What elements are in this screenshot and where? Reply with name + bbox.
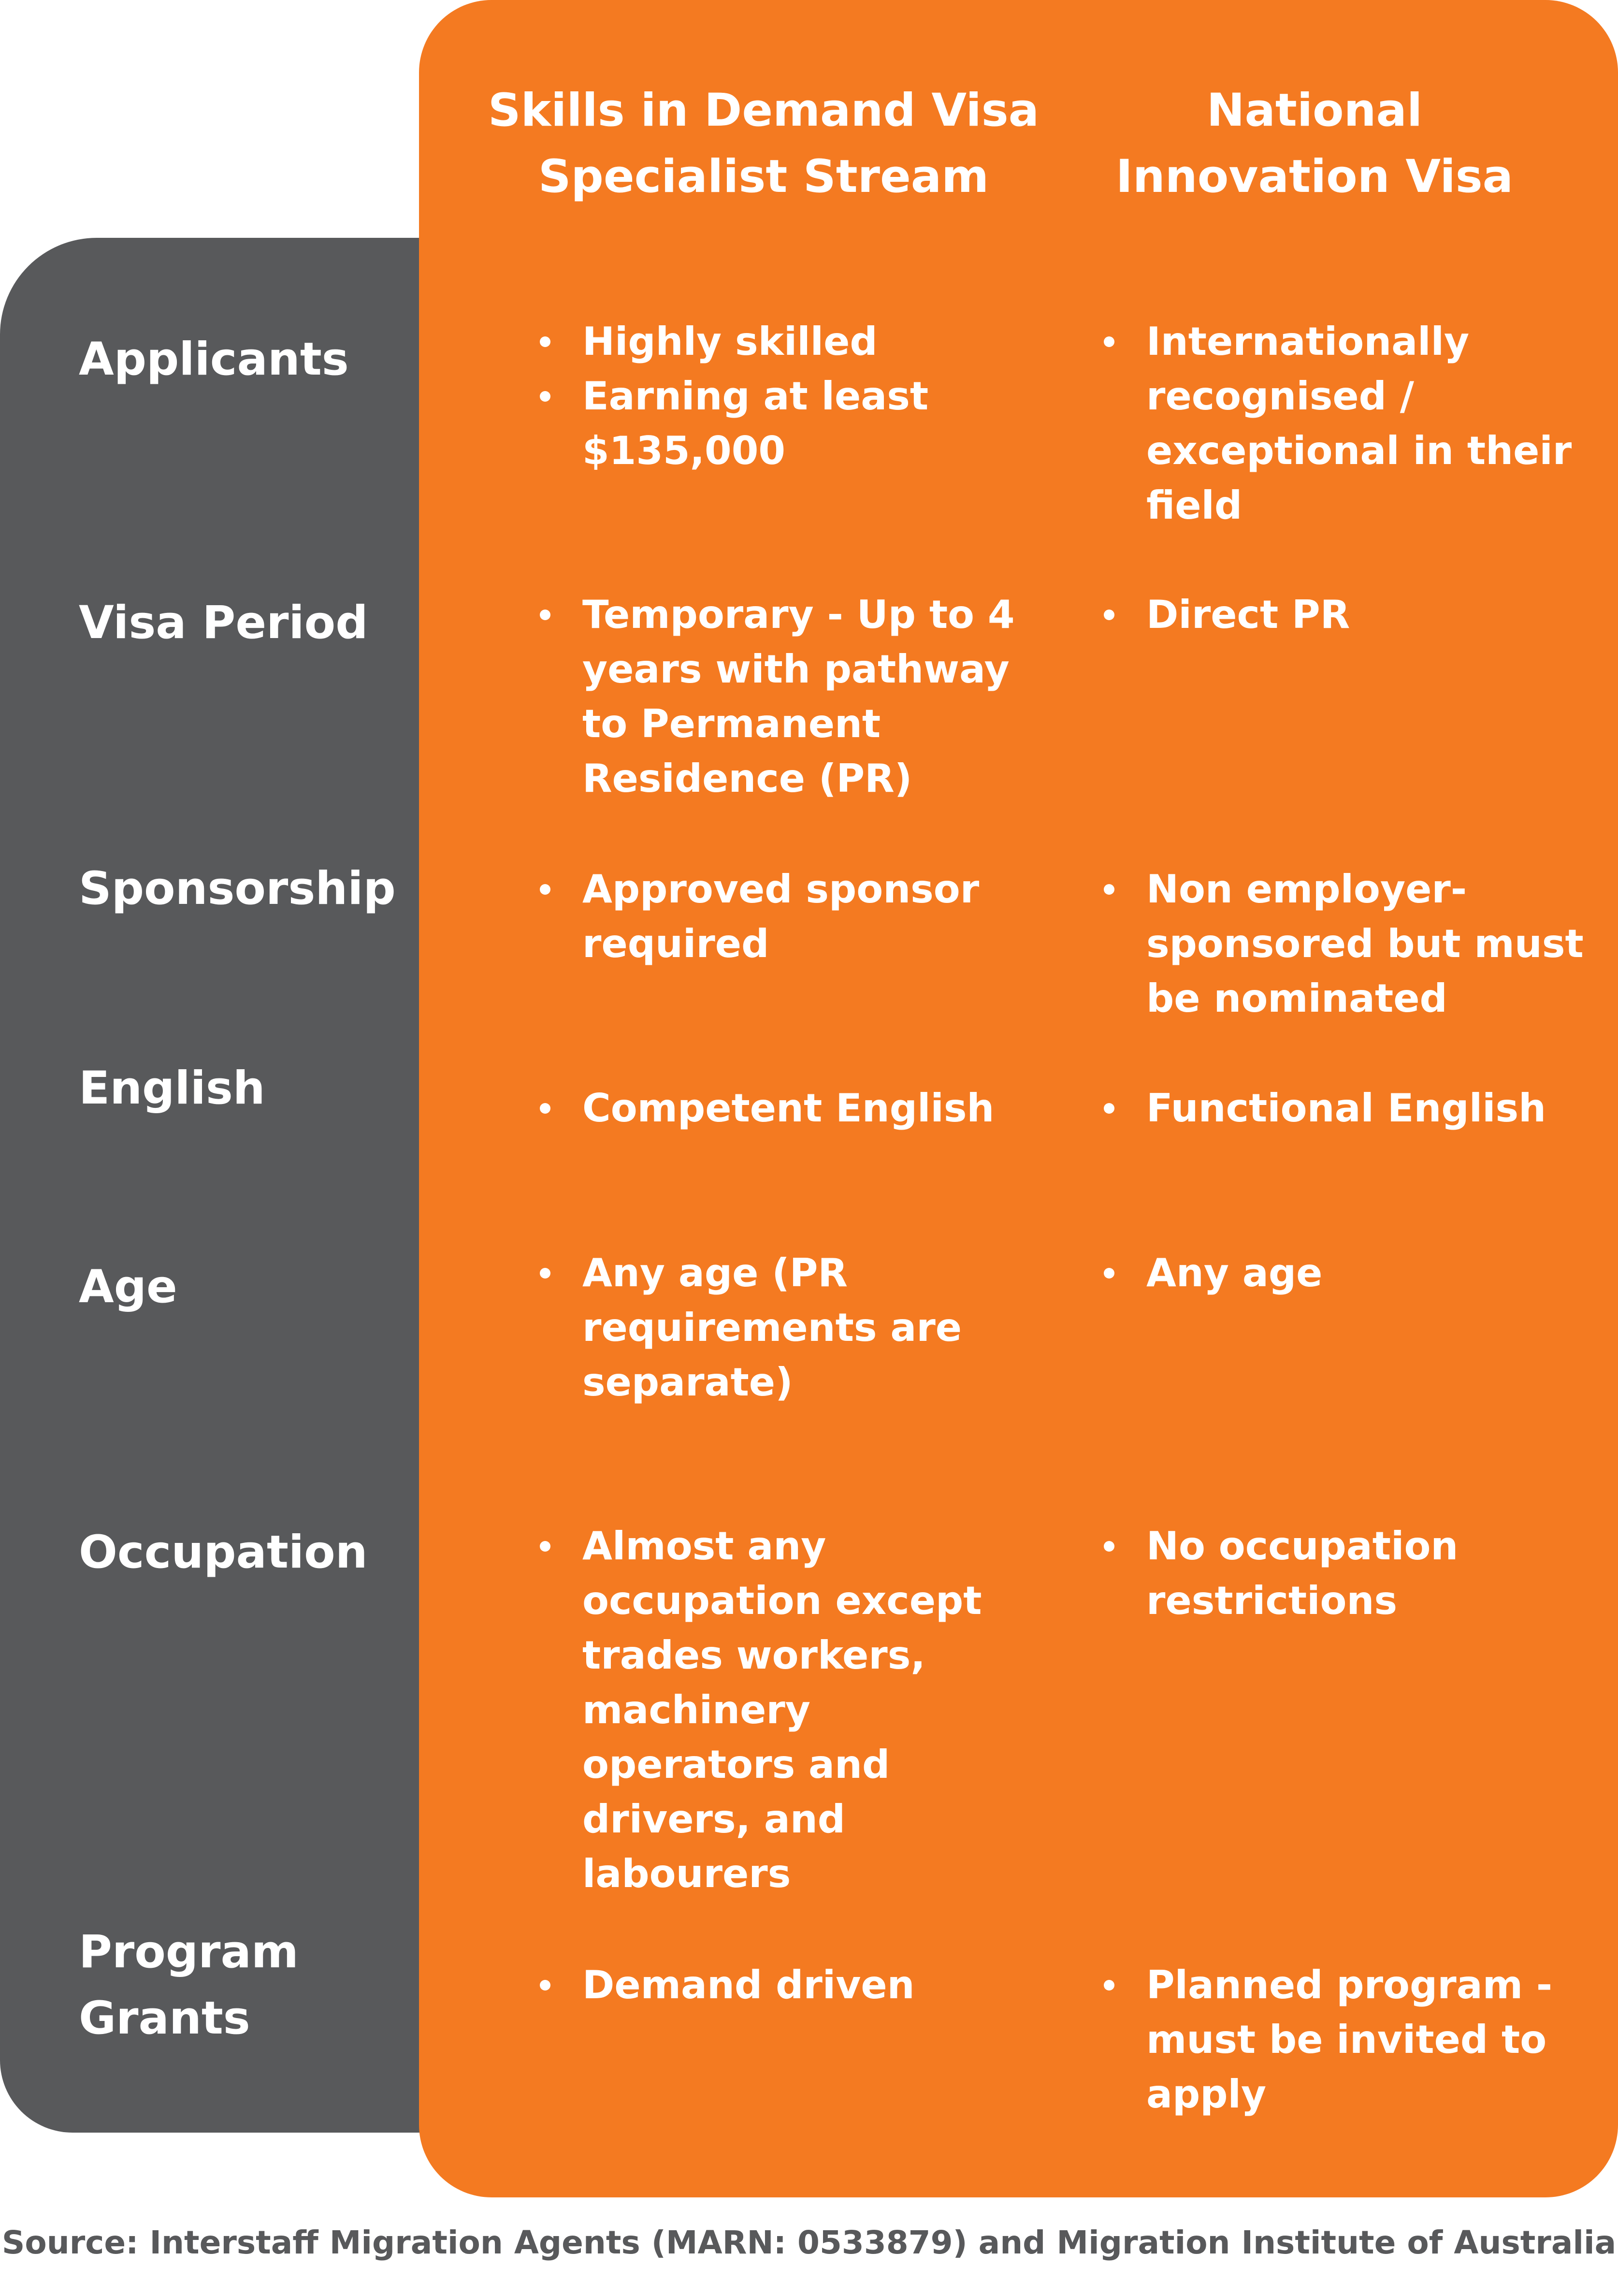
list-item: Direct PR: [1092, 587, 1600, 642]
column-header-national-innovation: National Innovation Visa: [1115, 84, 1514, 203]
cell-sponsorship-skills-in-demand: [528, 862, 1021, 971]
cell-program-grants-skills-in-demand: [528, 1958, 1021, 2012]
list-item: Approved sponsor required: [528, 862, 1021, 971]
row-label-sponsorship: Sponsorship: [79, 862, 396, 915]
cell-age-skills-in-demand: [528, 1246, 1021, 1410]
row-label-occupation: Occupation: [79, 1526, 368, 1579]
cell-occupation-national-innovation: [1092, 1519, 1600, 1628]
cell-sponsorship-national-innovation: [1092, 862, 1600, 1026]
row-label-program-grants: Program Grants: [79, 1926, 299, 2045]
row-label-applicants: Applicants: [79, 333, 349, 386]
list-item: Functional English: [1092, 1081, 1600, 1135]
column-header-skills-in-demand: Skills in Demand Visa Specialist Stream: [488, 84, 1040, 203]
row-label-english: English: [79, 1062, 265, 1115]
list-item: Non employer-sponsored but must be nominated: [1092, 862, 1600, 1026]
row-label-age: Age: [79, 1261, 177, 1313]
list-item: Any age: [1092, 1246, 1600, 1300]
list-item: Internationally recognised / exceptional in their field: [1092, 314, 1600, 533]
list-item: No occupation restrictions: [1092, 1519, 1600, 1628]
cell-age-national-innovation: [1092, 1246, 1600, 1300]
list-item: Highly skilled: [528, 314, 1021, 369]
list-item: Demand driven: [528, 1958, 1021, 2012]
list-item: Competent English: [528, 1081, 1021, 1135]
list-item: Planned program - must be invited to apply: [1092, 1958, 1600, 2122]
cell-applicants-skills-in-demand: [528, 314, 1021, 478]
cell-english-national-innovation: [1092, 1081, 1600, 1135]
list-item: Temporary - Up to 4 years with pathway to Permanent Residence (PR): [528, 587, 1021, 806]
cell-occupation-skills-in-demand: [528, 1519, 1021, 1901]
cell-applicants-national-innovation: [1092, 314, 1600, 533]
cell-visa-period-national-innovation: [1092, 587, 1600, 642]
list-item: Any age (PR requirements are separate): [528, 1246, 1021, 1410]
row-label-panel: [0, 238, 483, 2133]
row-label-visa-period: Visa Period: [79, 596, 368, 649]
list-item: Almost any occupation except trades workers, machinery operators and drivers, and labourers: [528, 1519, 1021, 1901]
source-footnote: Source: Interstaff Migration Agents (MARN: 0533879) and Migration Institute of Australia: [1, 2224, 1617, 2261]
cell-program-grants-national-innovation: [1092, 1958, 1600, 2122]
cell-english-skills-in-demand: [528, 1081, 1021, 1135]
cell-visa-period-skills-in-demand: [528, 587, 1021, 806]
list-item: Earning at least $135,000: [528, 369, 1021, 478]
